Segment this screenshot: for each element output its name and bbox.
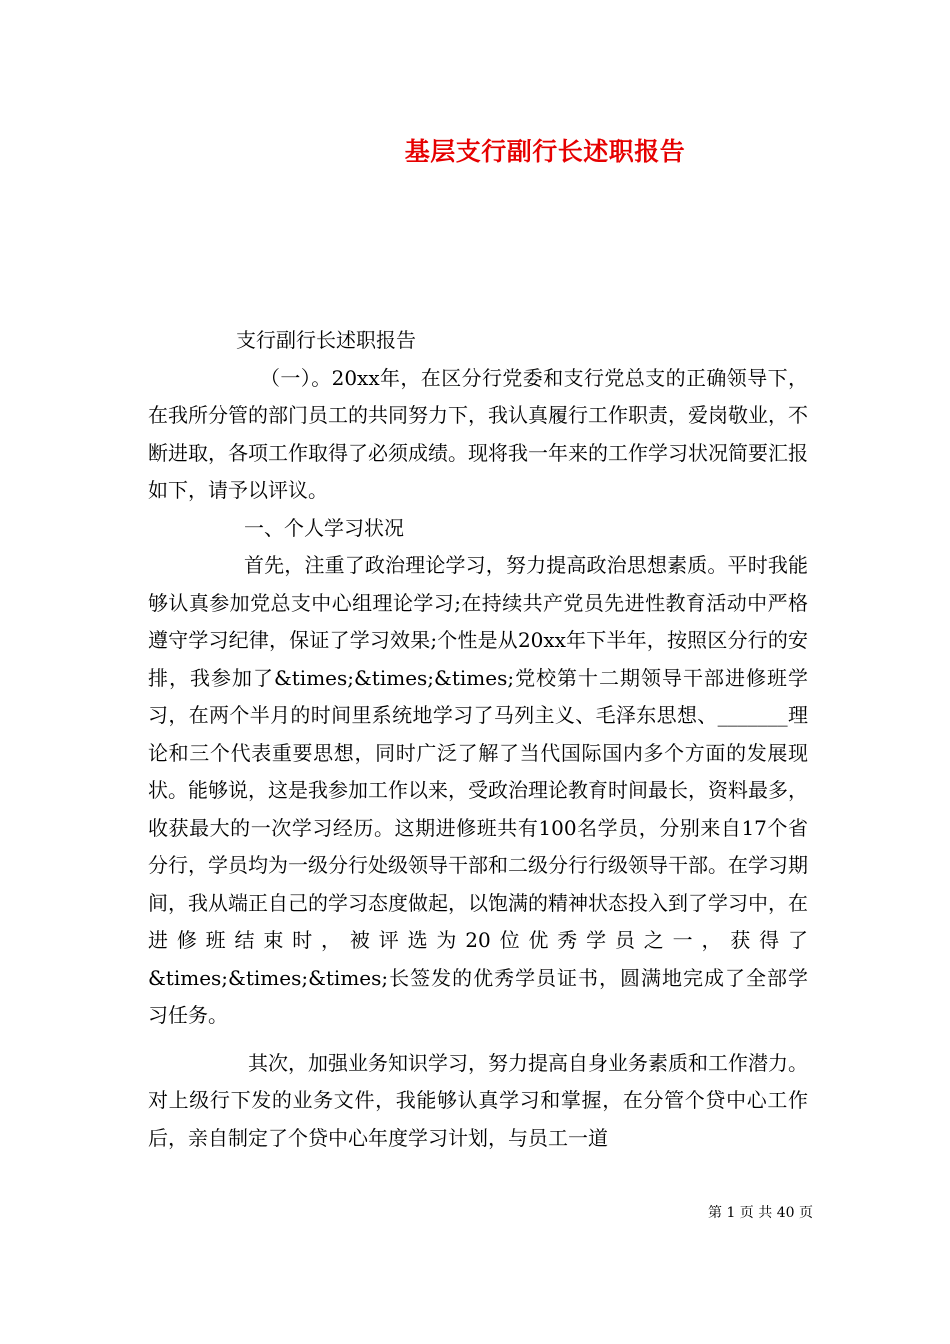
- paragraph-business-study: 其次，加强业务知识学习，努力提高自身业务素质和工作潜力。对上级行下发的业务文件，我能够认真学习和掌握，在分管个贷中心工作后，亲自制定了个贷中心年度学习计划，与员工一道: [148, 1050, 808, 1150]
- section-heading: 一、个人学习状况: [244, 515, 404, 540]
- paragraph-political-study: 首先，注重了政治理论学习，努力提高政治思想素质。平时我能够认真参加党总支中心组理论学习;在持续共产党员先进性教育活动中严格遵守学习纪律，保证了学习效果;个性是从20xx年下半年，按照区分行的安排，我参加了&times;&times;&times;党校第十二期领导干部进修班学习，在两个半月的时间里系统地学习了马列主义、毛泽东思想、_______理论和三个代表重要思想，同时广泛了解了当代国际国内多个方面的发展现状。能够说，这是我参加工作以来，受政治理论教育时间最长，资料最多，收获最大的一次学习经历。这期进修班共有100名学员，分别来自17个省分行，学员均为一级分行处级领导干部和二级分行行级领导干部。在学习期间，我从端正自己的学习态度做起，以饱满的精神状态投入到了学习中，在进修班结束时，被评选为20位优秀学员之一，获得了&times;&times;&times;长签发的优秀学员证书，圆满地完成了全部学习任务。: [148, 553, 808, 1027]
- document-body: [148, 322, 808, 1157]
- page-number: 第 1 页 共 40 页: [708, 1205, 813, 1221]
- document-title: 基层支行副行长述职报告: [404, 137, 686, 166]
- paragraph-intro: （一）。20xx年，在区分行党委和支行党总支的正确领导下，在我所分管的部门员工的共同努力下，我认真履行工作职责，爱岗敬业，不断进取，各项工作取得了必须成绩。现将我一年来的工作学习状况简要汇报如下，请予以评议。: [148, 365, 808, 502]
- document-subtitle: 支行副行长述职报告: [236, 328, 416, 352]
